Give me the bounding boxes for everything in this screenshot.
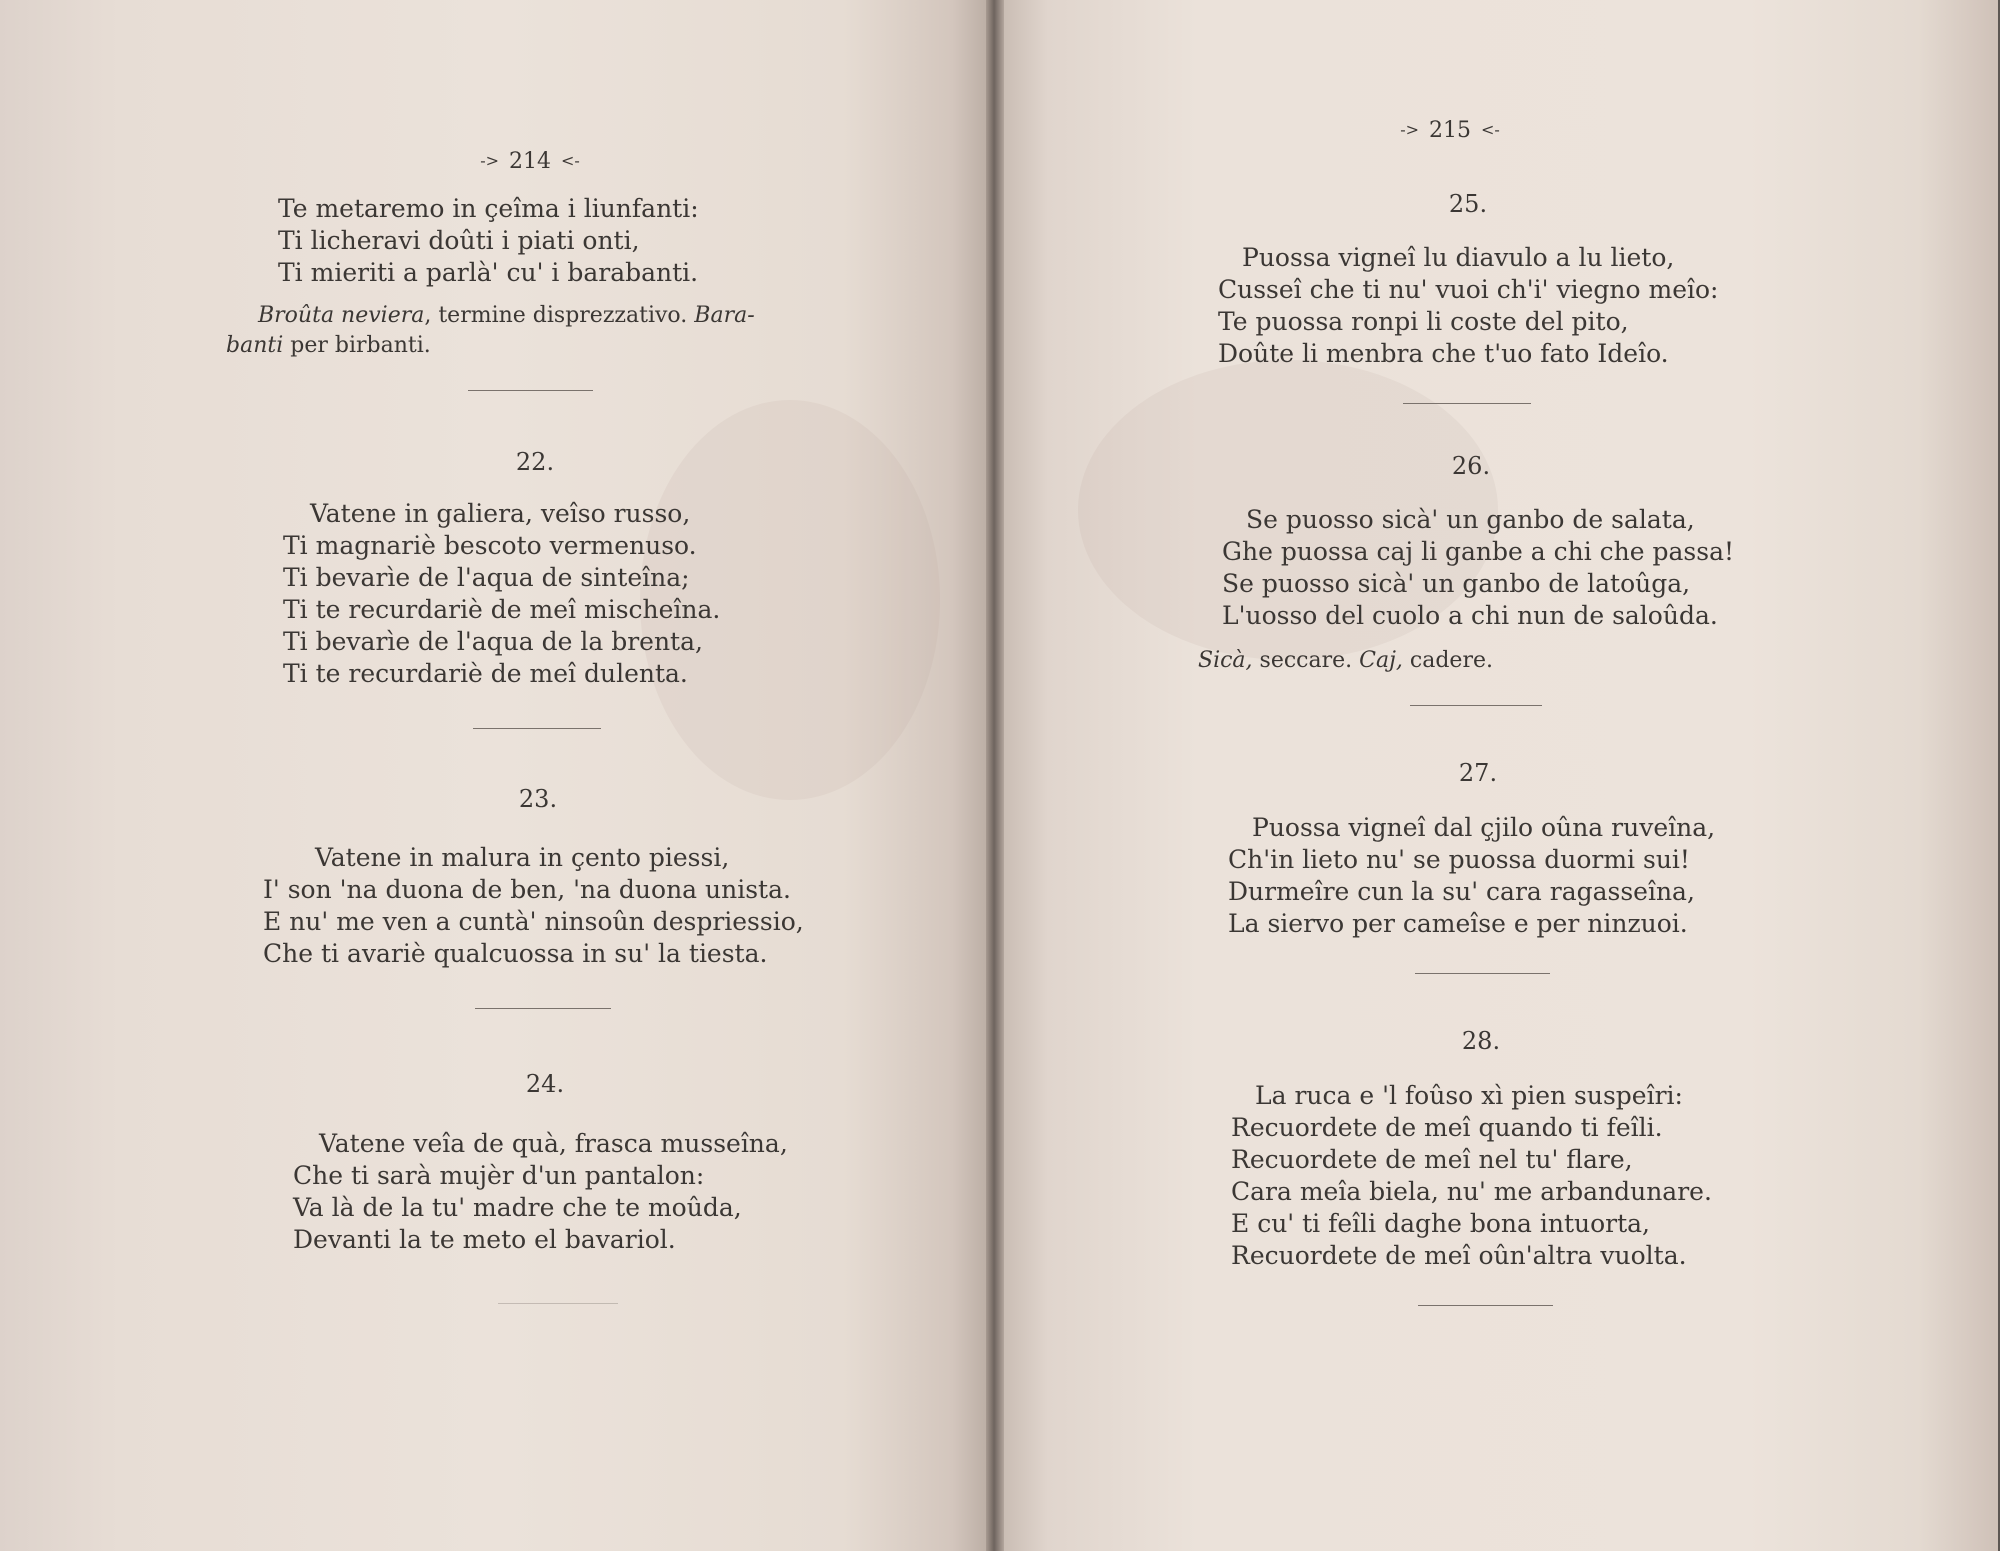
section-divider <box>468 390 593 391</box>
verse-line: La ruca e 'l foûso xì pien suspeîri: <box>1255 1081 1683 1110</box>
verse-line: Ti bevarìe de l'aqua de sinteîna; <box>283 563 690 592</box>
verse-line: E nu' me ven a cuntà' ninsoûn despriessio, <box>263 907 804 936</box>
verse-line: L'uosso del cuolo a chi nun de saloûda. <box>1222 601 1718 630</box>
verse-line: Ti bevarìe de l'aqua de la brenta, <box>283 627 703 656</box>
poem-27 <box>1228 812 1715 940</box>
verse-line: Ch'in lieto nu' se puossa duormi sui! <box>1228 845 1690 874</box>
verse-line: Va là de la tu' madre che te moûda, <box>293 1193 742 1222</box>
poem-number: 25. <box>1448 190 1488 218</box>
poem-number: 28. <box>1461 1027 1501 1055</box>
poem-number: 26. <box>1451 452 1491 480</box>
footnote <box>258 300 755 332</box>
verse-line: Te metaremo in çeîma i liunfanti: <box>278 194 699 223</box>
section-divider <box>1410 705 1542 706</box>
footnote-text: , termine disprezzativo. <box>424 303 688 328</box>
footnote-text: cadere. <box>1402 648 1493 673</box>
section-divider <box>498 1303 618 1304</box>
section-divider <box>1415 973 1550 974</box>
poem-22 <box>283 498 720 690</box>
poem-26 <box>1222 504 1734 632</box>
footnote-term: Bara- <box>694 303 755 328</box>
footnote-term: banti <box>226 333 284 358</box>
folio-arrow-right: <- <box>1481 120 1500 139</box>
verse-line: Recuordete de meî nel tu' flare, <box>1231 1145 1633 1174</box>
verse-line: Recuordete de meî oûn'altra vuolta. <box>1231 1241 1687 1270</box>
verse-line: I' son 'na duona de ben, 'na duona unista. <box>263 875 791 904</box>
section-divider <box>1403 403 1531 404</box>
book-gutter <box>986 0 1004 1551</box>
section-divider <box>473 728 601 729</box>
poem-number: 24. <box>525 1070 565 1098</box>
verse-line: Te puossa ronpi li coste del pito, <box>1218 307 1629 336</box>
verse-line: Vatene in galiera, veîso russo, <box>310 499 691 528</box>
right-page <box>998 0 1998 1551</box>
page-number-215 <box>1350 114 1550 147</box>
page-number-214 <box>430 145 630 178</box>
verse-line: Se puosso sicà' un ganbo de latoûga, <box>1222 569 1691 598</box>
verse-line: Vatene in malura in çento piessi, <box>315 843 730 872</box>
footnote-term: Broûta neviera <box>258 303 425 328</box>
poem-number: 23. <box>518 785 558 813</box>
verse-line: Ti licheravi doûti i piati onti, <box>278 226 640 255</box>
section-divider <box>475 1008 611 1009</box>
footnote-term: Sicà, <box>1198 648 1253 673</box>
continued-verse <box>278 193 699 289</box>
left-page <box>0 0 992 1551</box>
verse-line: Cusseî che ti nu' vuoi ch'i' viegno meîo: <box>1218 275 1719 304</box>
poem-number: 27. <box>1458 759 1498 787</box>
footnote-text: per birbanti. <box>283 333 431 358</box>
folio-arrow-right: <- <box>561 151 580 170</box>
footnote-text: seccare. <box>1252 648 1353 673</box>
poem-28 <box>1231 1080 1712 1272</box>
poem-23 <box>263 842 804 970</box>
folio-arrow-left: -> <box>1400 120 1419 139</box>
footnote <box>1198 645 1493 677</box>
verse-line: Che ti sarà mujèr d'un pantalon: <box>293 1161 705 1190</box>
verse-line: Doûte li menbra che t'uo fato Ideîo. <box>1218 339 1669 368</box>
verse-line: Ghe puossa caj li ganbe a chi che passa! <box>1222 537 1735 566</box>
verse-line: Durmeîre cun la su' cara ragasseîna, <box>1228 877 1695 906</box>
poem-number: 22. <box>515 448 555 476</box>
section-divider <box>1418 1305 1553 1306</box>
verse-line: Cara meîa biela, nu' me arbandunare. <box>1231 1177 1712 1206</box>
verse-line: Ti te recurdariè de meî mischeîna. <box>283 595 721 624</box>
verse-line: Recuordete de meî quando ti feîli. <box>1231 1113 1663 1142</box>
verse-line: Ti mieriti a parlà' cu' i barabanti. <box>278 258 699 287</box>
verse-line: Se puosso sicà' un ganbo de salata, <box>1246 505 1695 534</box>
verse-line: Che ti avariè qualcuossa in su' la tiesta. <box>263 939 768 968</box>
verse-line: Ti te recurdariè de meî dulenta. <box>283 659 688 688</box>
verse-line: Ti magnariè bescoto vermenuso. <box>283 531 697 560</box>
verse-line: Devanti la te meto el bavariol. <box>293 1225 676 1254</box>
verse-line: E cu' ti feîli daghe bona intuorta, <box>1231 1209 1650 1238</box>
verse-line: Puossa vigneî dal çjilo oûna ruveîna, <box>1252 813 1716 842</box>
verse-line: La siervo per cameîse e per ninzuoi. <box>1228 909 1688 938</box>
footnote-cont <box>226 330 431 362</box>
poem-25 <box>1218 242 1718 370</box>
folio-number: 215 <box>1429 118 1471 143</box>
folio-arrow-left: -> <box>480 151 499 170</box>
folio-number: 214 <box>509 149 551 174</box>
verse-line: Vatene veîa de quà, frasca musseîna, <box>319 1129 788 1158</box>
poem-24 <box>293 1128 788 1256</box>
verse-line: Puossa vigneî lu diavulo a lu lieto, <box>1242 243 1675 272</box>
footnote-term: Caj, <box>1359 648 1403 673</box>
